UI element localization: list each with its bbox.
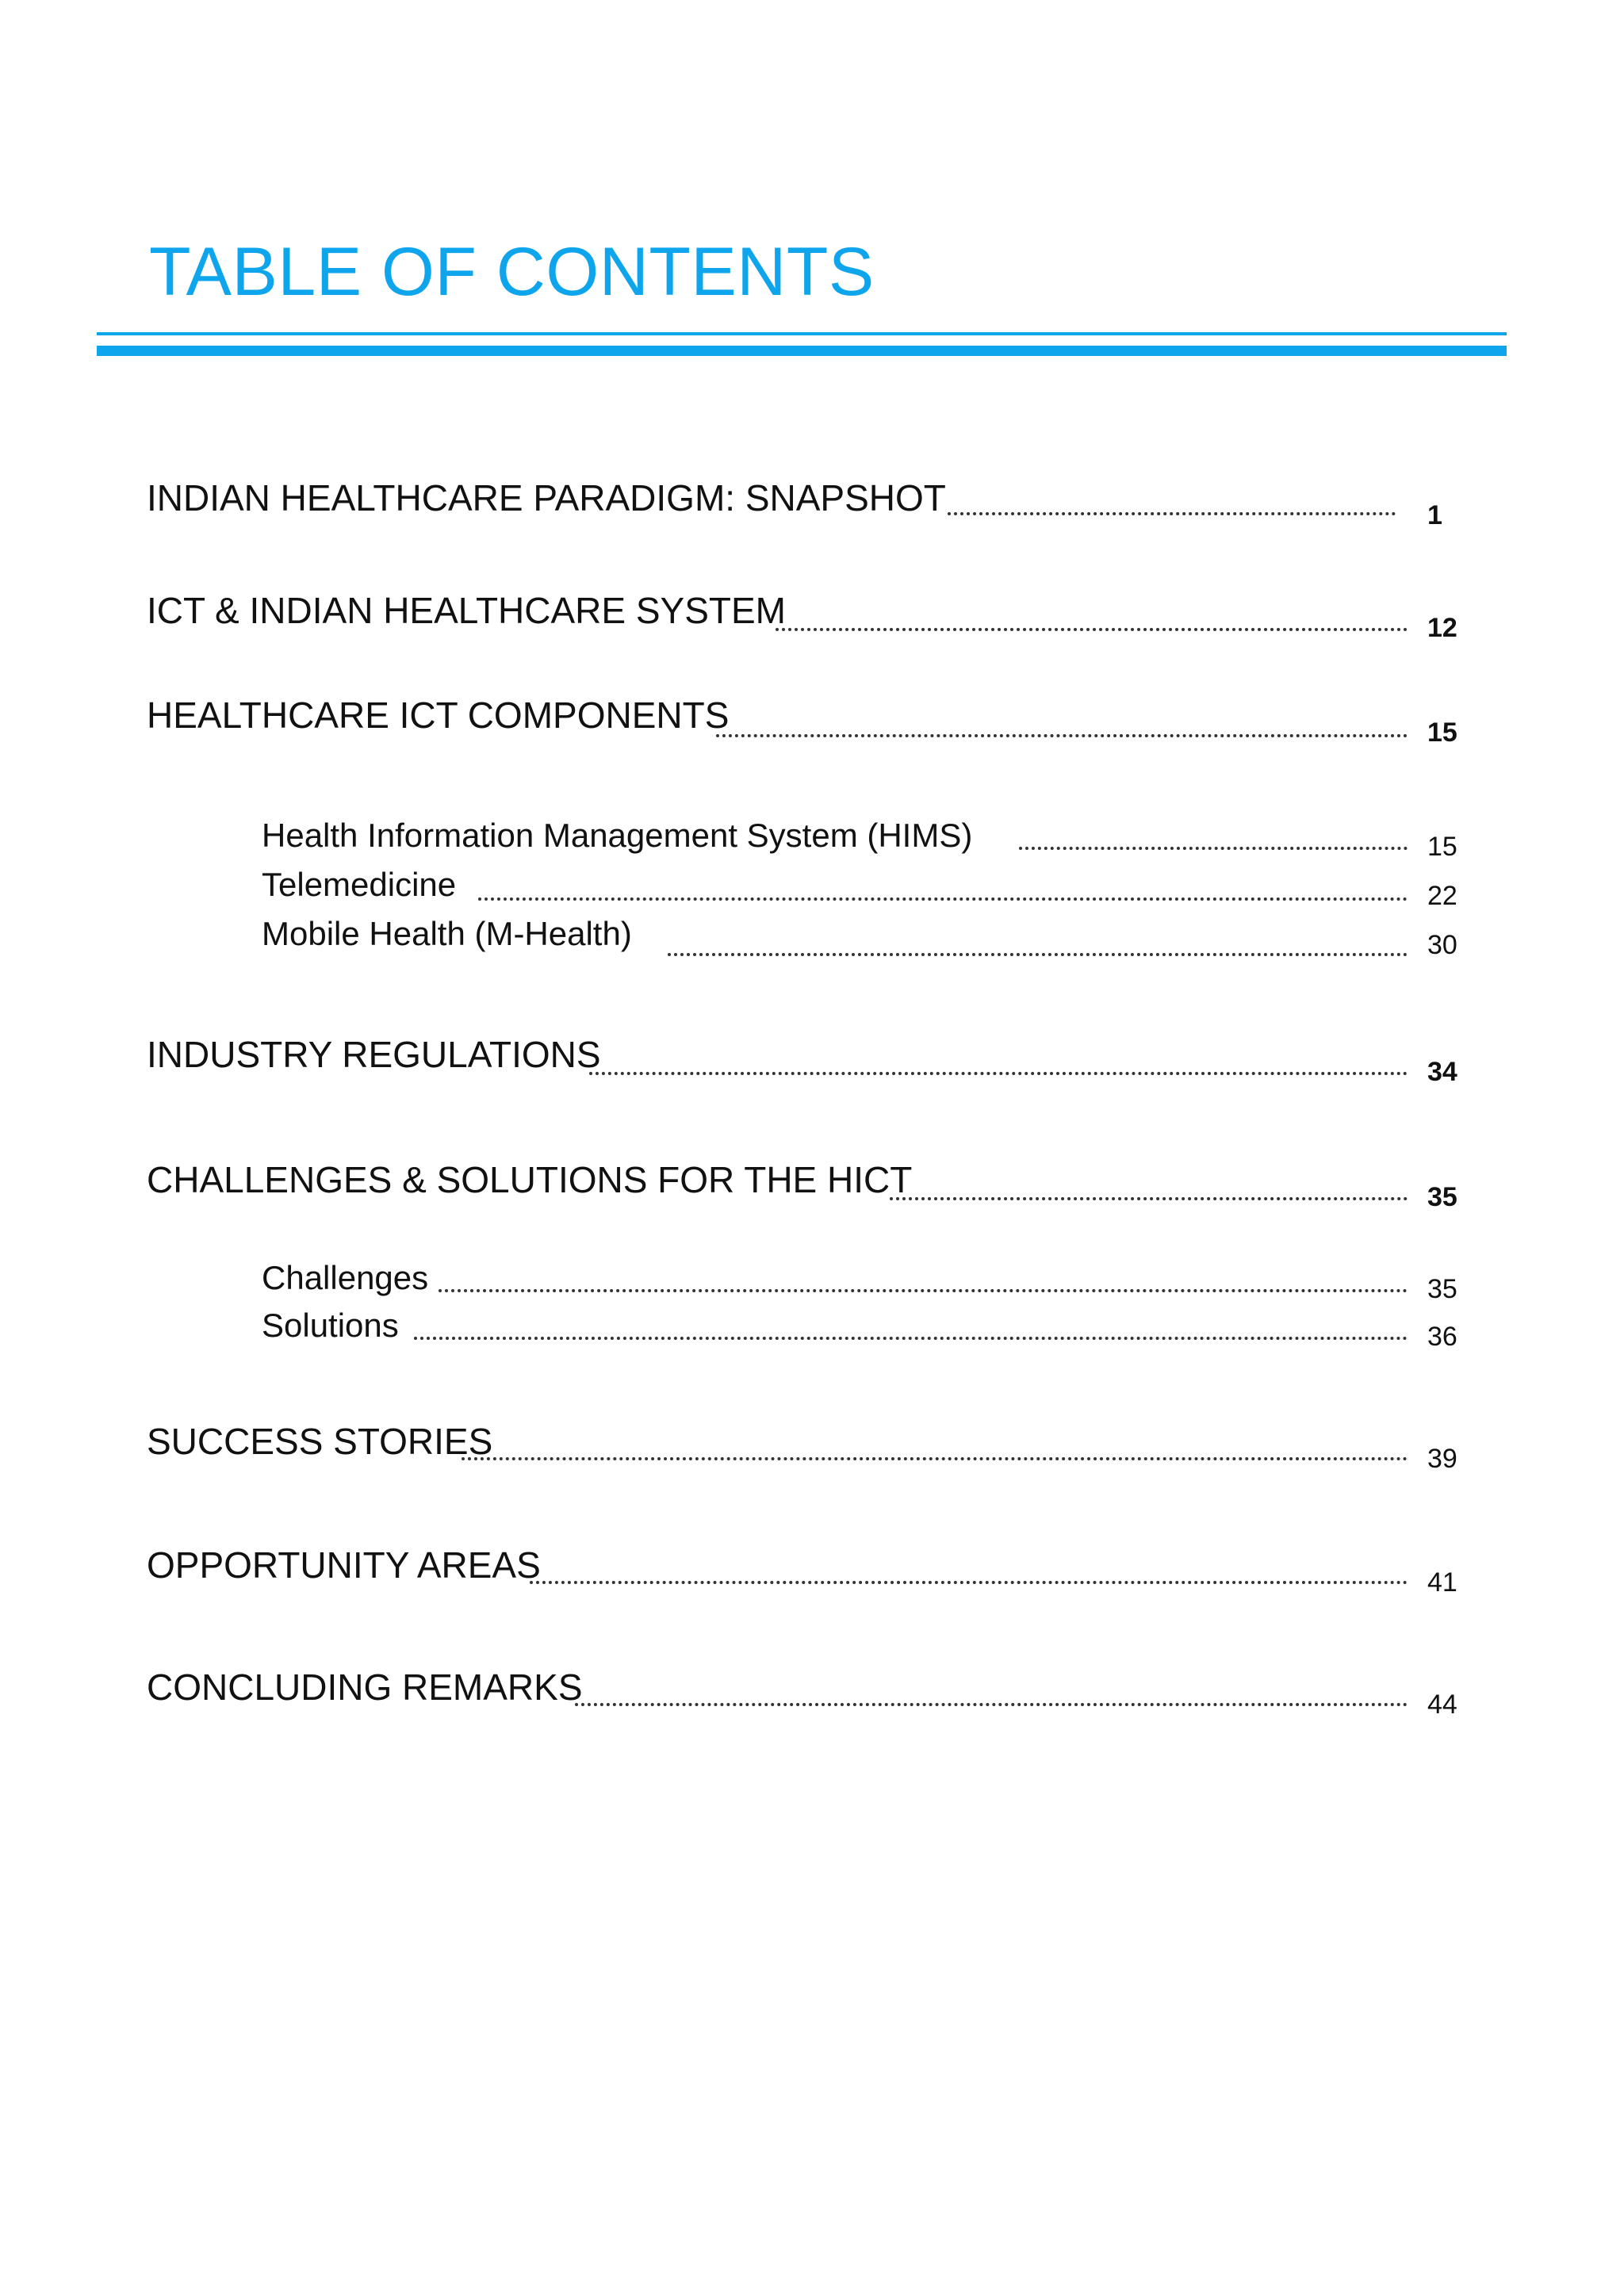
toc-entry-page: 35 bbox=[1427, 1274, 1457, 1304]
toc-leader-dots bbox=[575, 1700, 1408, 1706]
toc-entry-label: Solutions bbox=[262, 1307, 399, 1344]
toc-entry-ict-indian-healthcare[interactable] bbox=[0, 587, 1624, 642]
toc-entry-page: 15 bbox=[1427, 718, 1457, 748]
toc-subentry-solutions[interactable] bbox=[0, 1302, 1624, 1357]
toc-subentry-hims[interactable] bbox=[0, 812, 1624, 867]
toc-leader-dots bbox=[530, 1578, 1408, 1584]
toc-entry-page: 22 bbox=[1427, 881, 1457, 911]
toc-entry-label: SUCCESS STORIES bbox=[147, 1421, 493, 1462]
toc-entry-page: 30 bbox=[1427, 930, 1457, 960]
toc-leader-dots bbox=[414, 1334, 1408, 1340]
toc-leader-dots bbox=[948, 509, 1396, 515]
toc-entry-label: ICT & INDIAN HEALTHCARE SYSTEM bbox=[147, 590, 786, 631]
toc-leader-dots bbox=[776, 625, 1408, 631]
toc-entry-label: Telemedicine bbox=[262, 866, 457, 903]
toc-entry-page: 44 bbox=[1427, 1689, 1457, 1720]
toc-entry-page: 12 bbox=[1427, 613, 1457, 643]
toc-subentry-telemedicine[interactable] bbox=[0, 861, 1624, 916]
toc-entry-label: INDIAN HEALTHCARE PARADIGM: SNAPSHOT bbox=[147, 477, 946, 519]
toc-entry-success-stories[interactable] bbox=[0, 1418, 1624, 1473]
toc-entry-indian-healthcare-paradigm[interactable] bbox=[0, 474, 1624, 530]
toc-entry-page: 15 bbox=[1427, 832, 1457, 862]
toc-entry-label: HEALTHCARE ICT COMPONENTS bbox=[147, 695, 730, 736]
toc-entry-label: CHALLENGES & SOLUTIONS FOR THE HICT bbox=[147, 1159, 913, 1200]
toc-entry-concluding-remarks[interactable] bbox=[0, 1663, 1624, 1719]
toc-entry-label: Health Information Management System (HIMS) bbox=[262, 817, 973, 854]
title-rule-thin bbox=[97, 332, 1507, 335]
toc-leader-dots bbox=[589, 1069, 1408, 1075]
toc-entry-opportunity-areas[interactable] bbox=[0, 1541, 1624, 1597]
toc-leader-dots bbox=[462, 1454, 1408, 1460]
toc-leader-dots bbox=[1019, 844, 1408, 850]
toc-entry-label: Challenges bbox=[262, 1259, 429, 1296]
toc-entry-industry-regulations[interactable] bbox=[0, 1031, 1624, 1086]
toc-leader-dots bbox=[668, 950, 1408, 956]
page-title: TABLE OF CONTENTS bbox=[149, 234, 875, 310]
toc-entry-page: 1 bbox=[1427, 500, 1442, 530]
toc-entry-label: OPPORTUNITY AREAS bbox=[147, 1544, 541, 1586]
toc-subentry-mhealth[interactable] bbox=[0, 910, 1624, 966]
toc-entry-label: Mobile Health (M-Health) bbox=[262, 915, 632, 952]
toc-leader-dots bbox=[890, 1194, 1408, 1200]
toc-entry-page: 39 bbox=[1427, 1444, 1457, 1474]
toc-entry-challenges-solutions[interactable] bbox=[0, 1156, 1624, 1211]
toc-entry-healthcare-ict-components[interactable] bbox=[0, 691, 1624, 747]
toc-leader-dots bbox=[716, 731, 1408, 737]
toc-entry-page: 36 bbox=[1427, 1322, 1457, 1352]
toc-entry-label: CONCLUDING REMARKS bbox=[147, 1667, 583, 1708]
toc-entry-label: INDUSTRY REGULATIONS bbox=[147, 1034, 601, 1075]
toc-entry-page: 41 bbox=[1427, 1567, 1457, 1598]
toc-leader-dots bbox=[478, 894, 1408, 901]
toc-entry-page: 34 bbox=[1427, 1057, 1457, 1087]
toc-entry-page: 35 bbox=[1427, 1182, 1457, 1212]
title-rule-thick bbox=[97, 346, 1507, 356]
toc-leader-dots bbox=[439, 1286, 1408, 1292]
